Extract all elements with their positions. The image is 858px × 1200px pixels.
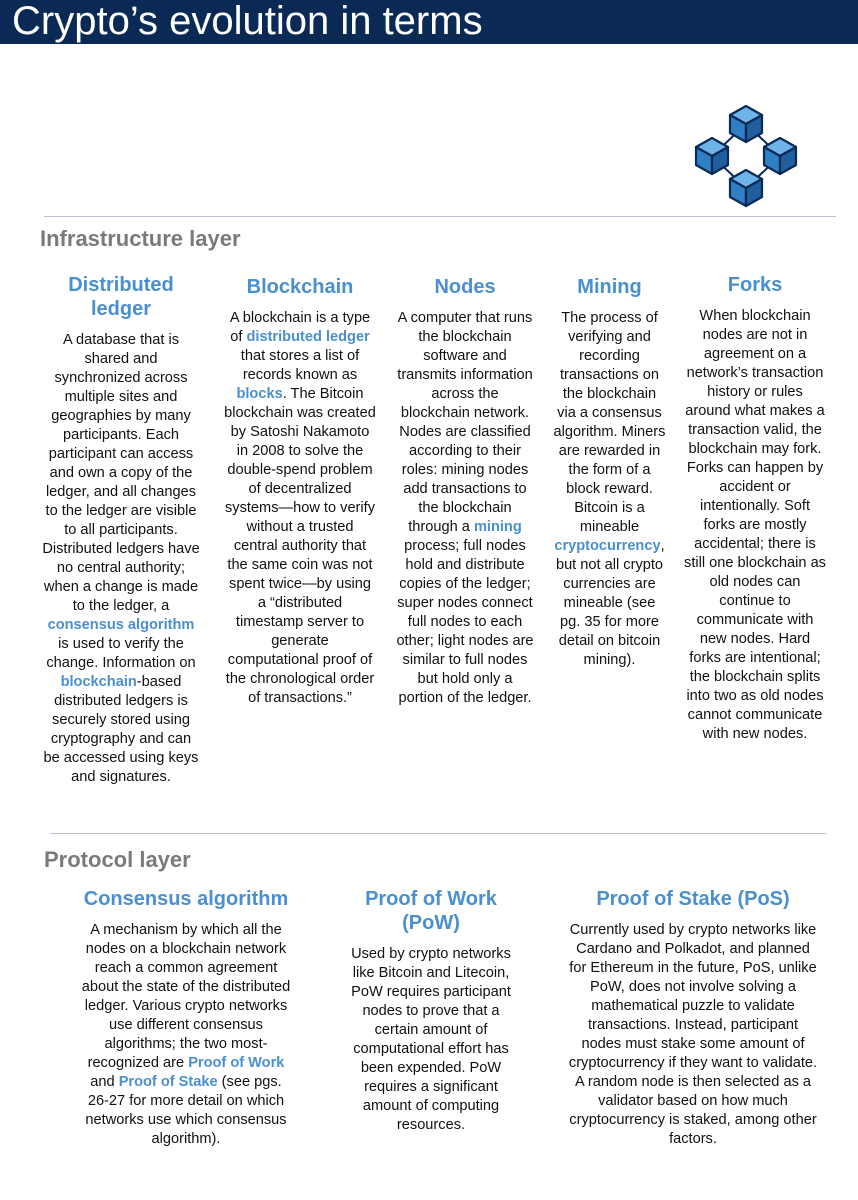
term-blockchain: blockchain [60,674,137,690]
term-proof-of-stake: Proof of Stake [118,1074,218,1090]
forks-text: When blockchain nodes are not in agreement on a network’s transaction history or rules around what makes a transaction valid, the blockchain may fork. Forks can happen by accident or intentionally. Soft forks are mostly accidental; there is still one blockchain as old nodes can continue to communicate with new nodes. Hard forks are intentional; the blockchain splits into two as old nodes cannot communicate with new nodes. [684,308,826,742]
distributed-ledger-heading: Distributed ledger [68,274,174,320]
forks-column [684,273,826,744]
divider-infrastructure [44,216,836,217]
nodes-text: A computer that runs the blockchain software and transmits information across the blockchain network. Nodes are classified according to their roles: mining nodes add transactions to the blockchain through a mining process; full nodes hold and distribute copies of the ledger; super nodes connect full nodes to each other; light nodes are similar to full nodes but hold only a portion of the ledger. [396,310,534,706]
blockchain-cubes-icon [690,100,802,212]
consensus-algorithm-text: A mechanism by which all the nodes on a blockchain network reach a common agreement about the state of the distributed ledger. Various crypto networks use different consensus algorithms; the two most-recognized are Proof of Work and Proof of Stake (see pgs. 26-27 for more detail on which networks use which consensus algorithm). [81,922,291,1147]
mining-column [552,275,667,670]
term-consensus-algorithm: consensus algorithm [47,617,195,633]
protocol-layer-title: Protocol layer [44,847,191,872]
consensus-algorithm-heading: Consensus algorithm [83,888,289,910]
term-proof-of-work: Proof of Work [188,1055,285,1071]
term-cryptocurrency: cryptocurrency [554,538,661,554]
proof-of-stake-heading: Proof of Stake (PoS) [596,888,790,910]
divider-protocol [50,833,826,834]
consensus-algorithm-column [80,887,292,1149]
mining-text: The process of verifying and recording transactions on the blockchain via a consensus algorithm. Miners are rewarded in the form of a block reward. Bitcoin is a mineable cryptocurrency, but not all crypto currencies are mineable (see pg. 35 for more detail on bitcoin mining). [553,310,666,668]
proof-of-work-text: Used by crypto networks like Bitcoin and Litecoin, PoW requires participant nodes to prove that a certain amount of computational effort has been expended. PoW requires a significant amount of computing resources. [351,946,511,1133]
blockchain-text: A blockchain is a type of distributed ledger that stores a list of records known as blocks. The Bitcoin blockchain was created by Satoshi Nakamoto in 2008 to solve the double-spend problem of decentralized systems—how to verify without a trusted central authority that the same coin was not spent twice—by using a “distributed timestamp server to generate computational proof of the chronological order of transactions.” [224,310,376,706]
term-blocks: blocks [236,386,283,402]
page-header [0,0,858,44]
proof-of-work-column [340,887,522,1135]
mining-heading: Mining [577,276,642,298]
nodes-column [396,275,534,708]
distributed-ledger-column [42,273,200,787]
proof-of-work-heading: Proof of Work (PoW) [365,888,497,934]
term-mining: mining [473,519,522,535]
distributed-ledger-text: A database that is shared and synchronized across multiple sites and geographies by many participants. Each participant can access and own a copy of the ledger, and all changes to the ledger are visible to all participants. Distributed ledgers have no central authority; when a change is made to the ledger, a consensus algorithm is used to verify the change. Information on blockchain-based distributed ledgers is securely stored using cryptography and can be accessed using keys and signatures. [42,332,200,785]
forks-heading: Forks [727,274,783,296]
term-distributed-ledger: distributed ledger [246,329,370,345]
page-title: Crypto’s evolution in terms [12,0,483,43]
infrastructure-layer-title: Infrastructure layer [40,226,241,251]
blockchain-column [224,275,376,708]
proof-of-stake-column [568,887,818,1149]
proof-of-stake-text: Currently used by crypto networks like Cardano and Polkadot, and planned for Ethereum in the future, PoS, unlike PoW, does not involve solving a mathematical puzzle to validate transactions. Instead, participant nodes must stake some amount of cryptocurrency if they want to validate. A random node is then selected as a validator based on how much cryptocurrency is staked, among other factors. [568,922,818,1147]
nodes-heading: Nodes [434,276,496,298]
blockchain-heading: Blockchain [246,276,354,298]
